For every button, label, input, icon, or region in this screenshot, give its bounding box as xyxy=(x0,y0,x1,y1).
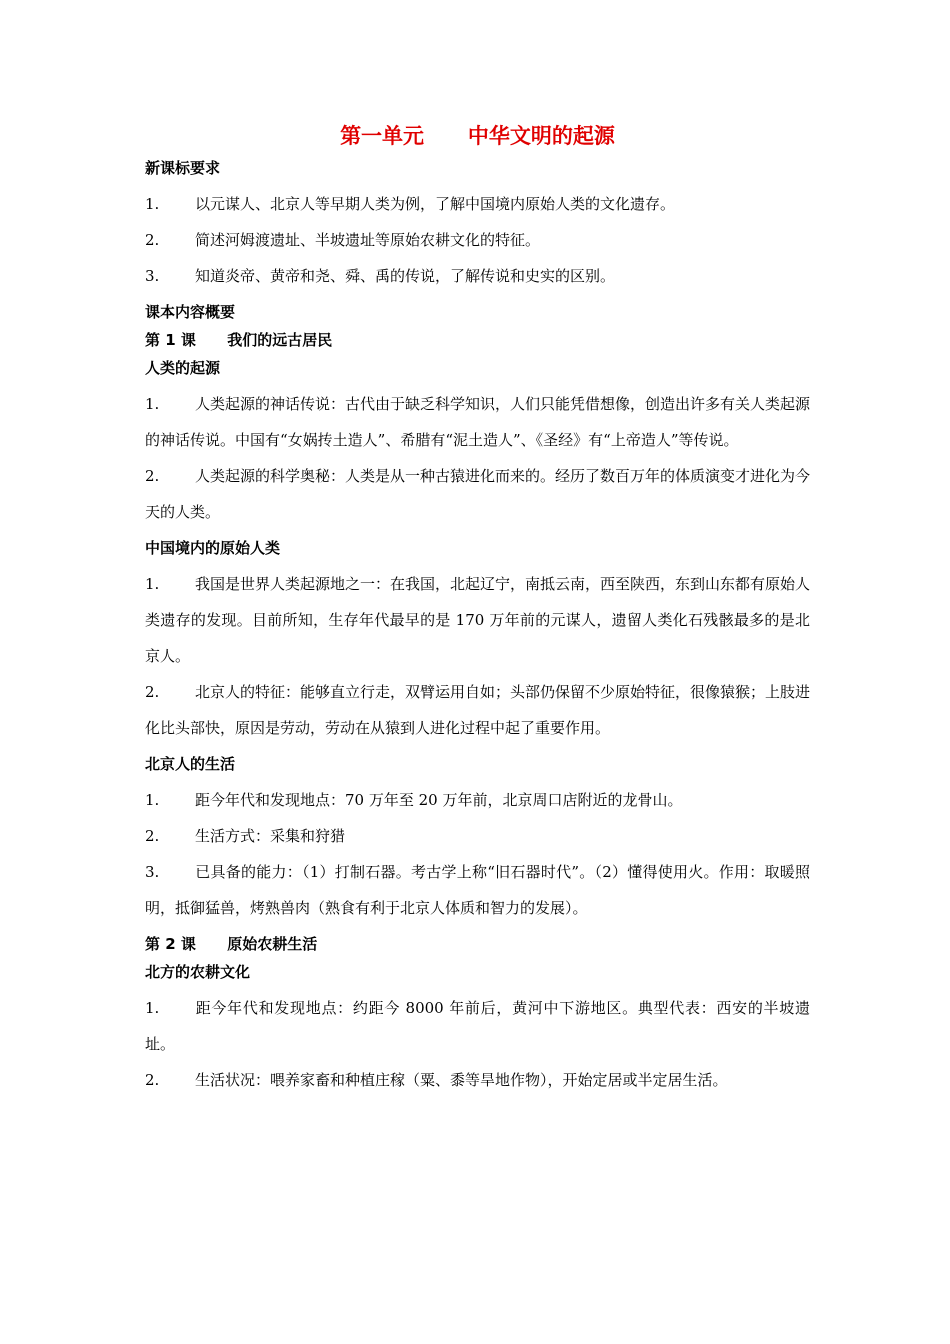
list-item xyxy=(145,674,810,746)
item-text: 生活状况：喂养家畜和种植庄稼（粟、黍等旱地作物），开始定居或半定居生活。 xyxy=(195,1071,728,1089)
item-number: 3. xyxy=(145,267,160,285)
item-number: 1. xyxy=(145,195,160,213)
item-text: 知道炎帝、黄帝和尧、舜、禹的传说，了解传说和史实的区别。 xyxy=(195,267,616,285)
subheading-china: 中国境内的原始人类 xyxy=(145,539,281,557)
item-number: 1. xyxy=(145,395,160,413)
list-item xyxy=(145,458,810,530)
item-text: 已具备的能力：（1）打制石器。考古学上称“旧石器时代”。（2）懂得使用火。作用：取暖照明，抵御猛兽，烤熟兽肉（熟食有利于北京人体质和智力的发展）。 xyxy=(145,863,810,917)
item-text: 以元谋人、北京人等早期人类为例，了解中国境内原始人类的文化遗存。 xyxy=(195,195,676,213)
item-text: 我国是世界人类起源地之一：在我国，北起辽宁，南抵云南，西至陕西，东到山东都有原始人类遗存的发现。目前所知，生存年代最早的是 170 万年前的元谋人，遗留人类化石残骸最多的是北京人。 xyxy=(145,575,811,665)
lesson-heading-1: 第 1 课 我们的远古居民 xyxy=(145,331,333,349)
item-text: 人类起源的科学奥秘：人类是从一种古猿进化而来的。经历了数百万年的体质演变才进化为今天的人类。 xyxy=(145,467,811,521)
list-item xyxy=(145,386,810,458)
item-number: 1. xyxy=(145,575,160,593)
section-heading-standards: 新课标要求 xyxy=(145,159,221,177)
list-item xyxy=(145,818,810,854)
item-number: 1. xyxy=(145,791,160,809)
list-item xyxy=(145,258,810,294)
item-number: 1. xyxy=(145,999,160,1017)
section-heading-overview: 课本内容概要 xyxy=(145,303,236,321)
item-number: 2. xyxy=(145,231,160,249)
list-item xyxy=(145,222,810,258)
item-number: 2. xyxy=(145,1071,160,1089)
list-item xyxy=(145,1062,810,1098)
item-number: 2. xyxy=(145,683,160,701)
lesson-heading-2: 第 2 课 原始农耕生活 xyxy=(145,935,318,953)
list-item xyxy=(145,990,810,1062)
item-text: 生活方式：采集和狩猎 xyxy=(195,827,346,845)
subheading-beijing: 北京人的生活 xyxy=(145,755,236,773)
subheading-origin: 人类的起源 xyxy=(145,359,221,377)
item-text: 距今年代和发现地点：约距今 8000 年前后，黄河中下游地区。典型代表：西安的半坡遗址。 xyxy=(145,999,810,1053)
subheading-north: 北方的农耕文化 xyxy=(145,963,251,981)
item-text: 距今年代和发现地点：70 万年至 20 万年前，北京周口店附近的龙骨山。 xyxy=(195,791,683,809)
page-title: 第一单元 中华文明的起源 xyxy=(340,124,615,148)
item-text: 北京人的特征：能够直立行走，双臂运用自如；头部仍保留不少原始特征，很像猿猴；上肢进化比头部快，原因是劳动，劳动在从猿到人进化过程中起了重要作用。 xyxy=(145,683,811,737)
item-text: 人类起源的神话传说：古代由于缺乏科学知识，人们只能凭借想像，创造出许多有关人类起源的神话传说。中国有“女娲抟土造人”、希腊有“泥土造人”、《圣经》有“上帝造人”等传说。 xyxy=(145,395,811,449)
item-number: 3. xyxy=(145,863,160,881)
list-item xyxy=(145,854,810,926)
list-item xyxy=(145,186,810,222)
item-text: 简述河姆渡遗址、半坡遗址等原始农耕文化的特征。 xyxy=(195,231,541,249)
document-page xyxy=(145,122,810,1098)
item-number: 2. xyxy=(145,827,160,845)
list-item xyxy=(145,782,810,818)
item-number: 2. xyxy=(145,467,160,485)
list-item xyxy=(145,566,810,674)
